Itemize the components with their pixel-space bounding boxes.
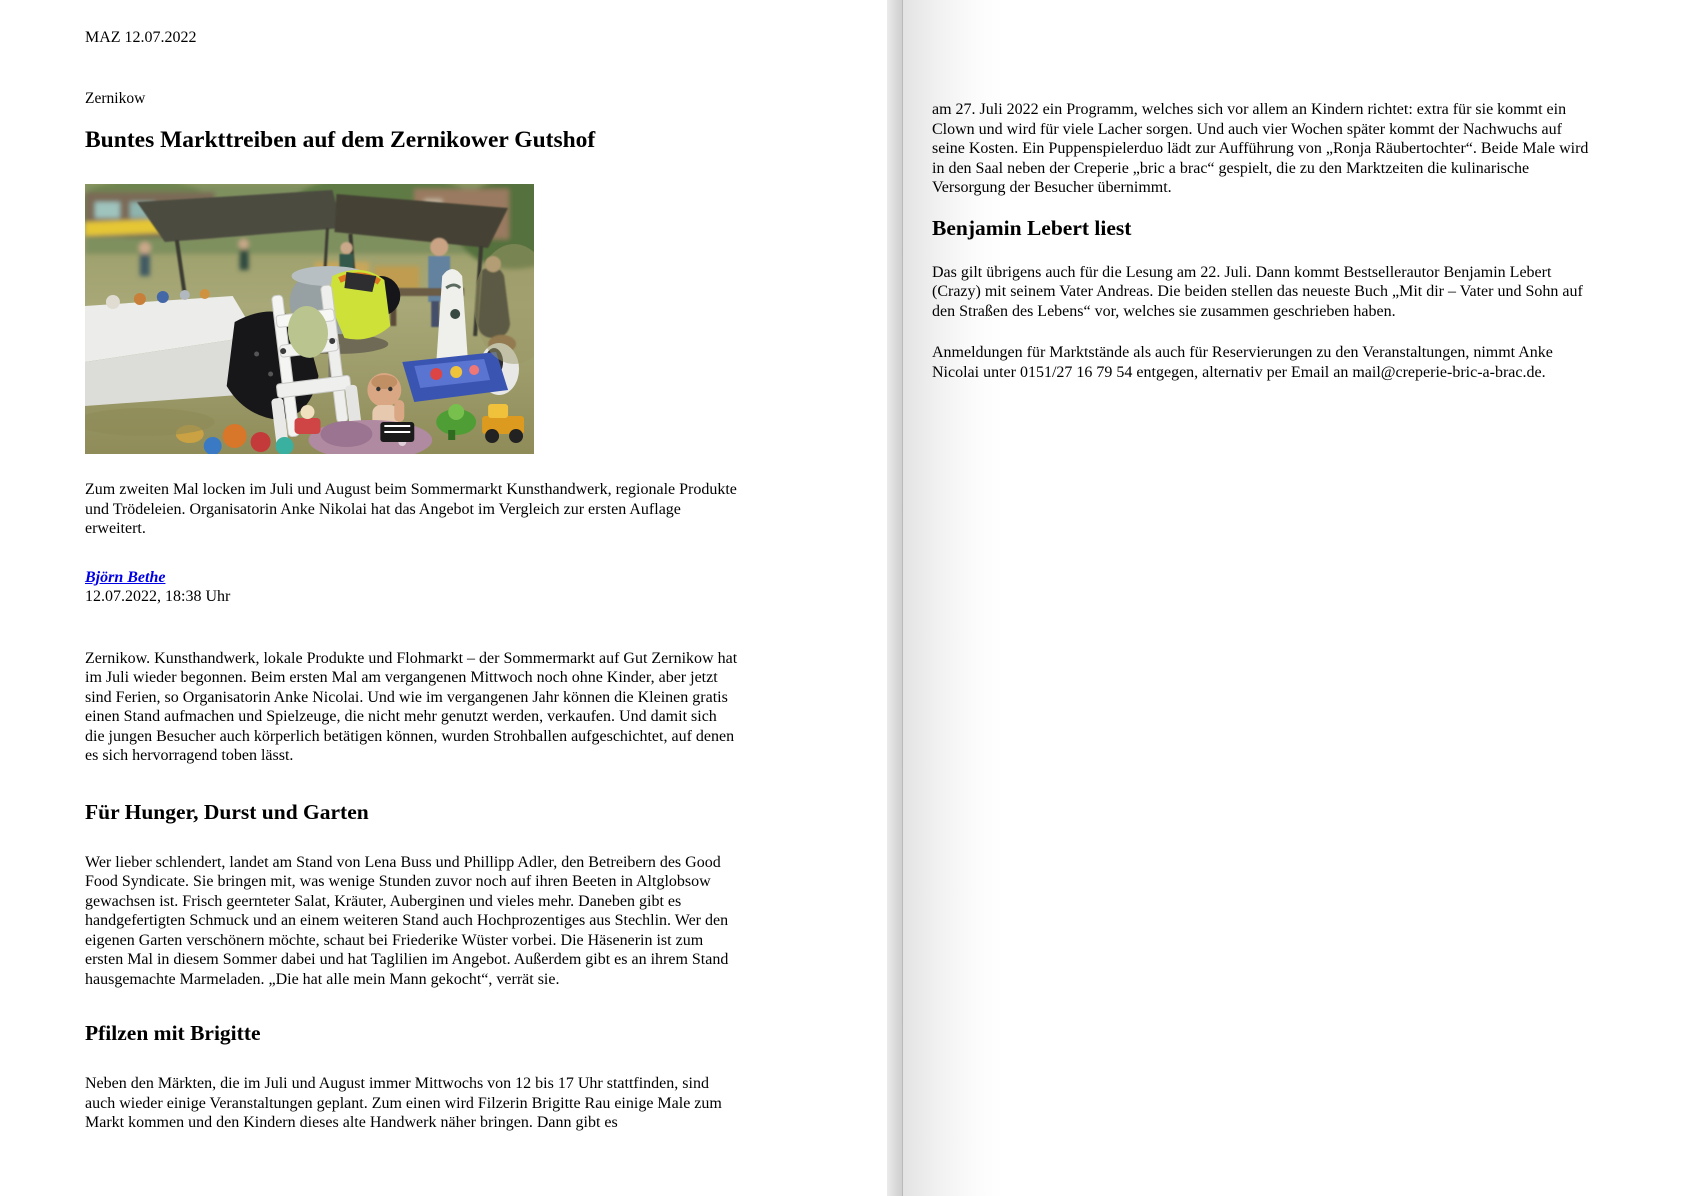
- article-headline: Buntes Markttreiben auf dem Zernikower Gutshof: [85, 127, 596, 153]
- page-1-content: [85, 28, 740, 1133]
- contact-paragraph: Anmeldungen für Marktstände als auch für Reservierungen zu den Veranstaltungen, nimmt Anke Nicolai unter 0151/27 16 79 54 entgegen, alternativ per Email an mail@creperie-bric-a-brac.de.: [932, 344, 1553, 381]
- author-link[interactable]: Björn Bethe: [85, 568, 166, 586]
- masthead: MAZ 12.07.2022: [85, 29, 197, 46]
- section-paragraph-benjamin-lebert-liest: Das gilt übrigens auch für die Lesung am 22. Juli. Dann kommt Bestsellerautor Benjamin Lebert (Crazy) mit seinem Vater Andreas. Die beiden stellen das neueste Buch „Mit dir – Vater und Sohn auf den Straßen des Lebens“ vor, welches sie zusammen geschrieben haben.: [932, 263, 1583, 320]
- lead-paragraph: Zernikow. Kunsthandwerk, lokale Produkte und Flohmarkt – der Sommermarkt auf Gut Zernikow hat im Juli wieder begonnen. Beim ersten Mal am vergangenen Mittwoch noch ohne Kinder, aber jetzt sind Ferien, so Organisatorin Anke Nicolai. Und wie im vergangenen Jahr können die Kleinen gratis einen Stand aufmachen und Spielzeuge, die nicht mehr genutzt werden, verkaufen. Und damit sich die jungen Besucher auch körperlich betätigen können, wurden Strohballen aufgeschichtet, auf denen es sich hervorragend toben lässt.: [85, 649, 738, 764]
- page-spine-divider: [887, 0, 903, 1196]
- article-photo: [85, 184, 534, 454]
- continuation-paragraph: am 27. Juli 2022 ein Programm, welches sich vor allem an Kindern richtet: extra für sie kommt ein Clown und wird für viele Lacher sorgen. Und auch vier Wochen später kommt der Nachwuchs auf seine Kosten. Ein Puppenspielerduo lädt zur Aufführung von „Ronja Räubertochter“. Beide Male wird in den Saal neben der Creperie „bric a brac“ gespielt, die zu den Marktzeiten die kulinarische Versorgung der Besucher übernimmt.: [932, 101, 1589, 196]
- kicker-location: Zernikow: [85, 90, 146, 107]
- byline: [85, 568, 740, 588]
- section-paragraph-pfilzen-mit-brigitte: Neben den Märkten, die im Juli und August immer Mittwochs von 12 bis 17 Uhr stattfinden, sind auch wieder einige Veranstaltungen geplant. Zum einen wird Filzerin Brigitte Rau einige Male zum Markt kommen und den Kindern dieses alte Handwerk näher bringen. Dann gibt es: [85, 1075, 722, 1131]
- market-scene-illustration: [85, 184, 534, 454]
- section-paragraph-hunger-durst-garten: Wer lieber schlendert, landet am Stand von Lena Buss und Phillipp Adler, den Betreibern des Good Food Syndicate. Sie bringen mit, was wenige Stunden zuvor noch auf ihren Beeten in Altglobsow gewachsen ist. Frisch geernteter Salat, Kräuter, Auberginen und vieles mehr. Daneben gibt es handgefertigten Schmuck und an einem weiteren Stand auch Hochprozentiges aus Stechlin. Wer den eigenen Garten verschönern möchte, schaut bei Friederike Wüster vorbei. Die Häsenerin ist zum ersten Mal in diesem Sommer dabei und hat Taglilien im Angebot. Außerdem gibt es an ihrem Stand hausgemachte Marmeladen. „Die hat alle mein Mann gekocht“, verrät sie.: [85, 853, 729, 988]
- page-2: [903, 0, 1702, 1196]
- section-heading-hunger-durst-garten: Für Hunger, Durst und Garten: [85, 799, 369, 824]
- section-heading-benjamin-lebert-liest: Benjamin Lebert liest: [932, 215, 1132, 240]
- section-heading-pfilzen-mit-brigitte: Pfilzen mit Brigitte: [85, 1021, 261, 1045]
- page-2-content: [932, 0, 1590, 382]
- photo-caption: Zum zweiten Mal locken im Juli und August beim Sommermarkt Kunsthandwerk, regionale Produkte und Trödeleien. Organisatorin Anke Nikolai hat das Angebot im Vergleich zur ersten Auflage erweitert.: [85, 481, 737, 537]
- publish-timestamp: 12.07.2022, 18:38 Uhr: [85, 588, 231, 605]
